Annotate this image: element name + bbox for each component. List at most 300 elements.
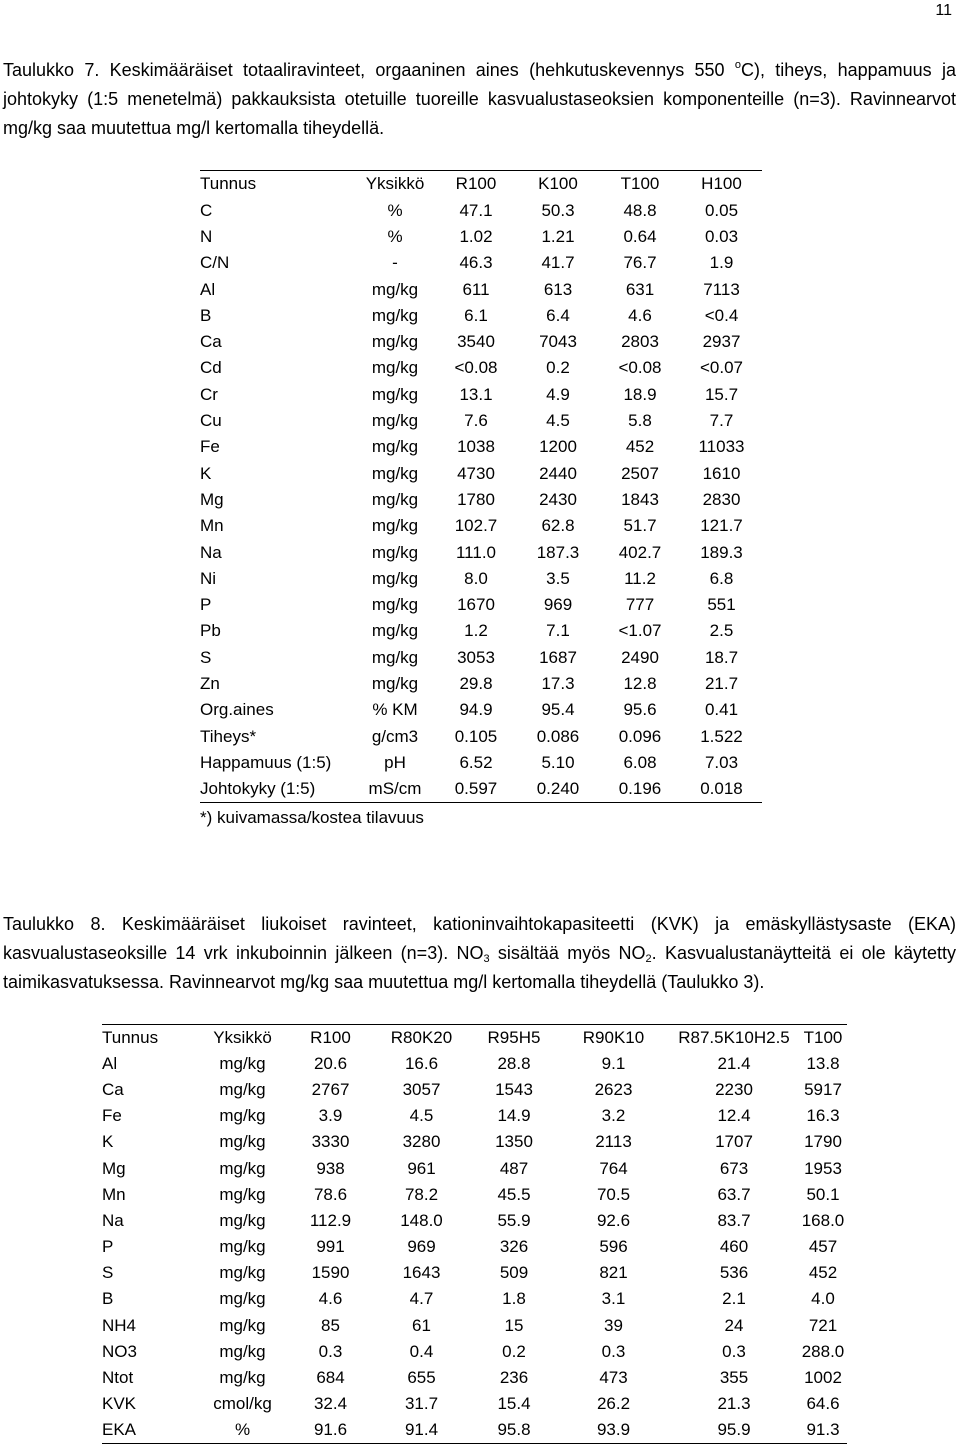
table-row	[200, 198, 762, 224]
value-cell: 0.64	[623, 226, 657, 246]
value-cell: 2430	[539, 489, 577, 509]
value-cell: 1780	[457, 489, 495, 509]
value-cell: 20.6	[313, 1053, 348, 1073]
value-cell: 7043	[539, 332, 577, 352]
unit-cell: mg/kg	[371, 411, 419, 431]
value-cell: 7.1	[546, 621, 570, 641]
value-cell: 28.8	[497, 1053, 531, 1073]
value-cell: 0.3	[601, 1341, 626, 1361]
row-label-cell: Ntot	[102, 1368, 134, 1388]
value-cell: 2623	[594, 1079, 633, 1099]
value-cell: 487	[499, 1158, 529, 1178]
value-cell: 1707	[715, 1132, 753, 1152]
value-cell: <1.07	[618, 621, 662, 641]
value-cell: 536	[719, 1263, 749, 1283]
value-cell: 991	[316, 1237, 345, 1257]
value-cell: 78.2	[404, 1184, 439, 1204]
value-cell: 189.3	[700, 542, 743, 562]
row-label-cell: K	[102, 1132, 114, 1152]
row-label-cell: Mn	[200, 516, 224, 536]
row-label-cell: Happamuus (1:5)	[200, 752, 332, 772]
column-header: R100	[310, 1027, 351, 1047]
unit-cell: mg/kg	[371, 621, 419, 641]
value-cell: 11.2	[624, 568, 656, 588]
unit-cell: g/cm3	[371, 726, 419, 746]
value-cell: 6.52	[459, 752, 493, 772]
table-row	[200, 750, 762, 776]
value-cell: 721	[808, 1315, 838, 1335]
unit-cell: mg/kg	[371, 358, 419, 378]
value-cell: 1002	[804, 1368, 842, 1388]
value-cell: 46.3	[459, 253, 493, 273]
value-cell: 2440	[539, 463, 577, 483]
value-cell: 8.0	[464, 568, 488, 588]
value-cell: 45.5	[497, 1184, 531, 1204]
value-cell: 1687	[539, 647, 577, 667]
table-row	[200, 408, 762, 434]
column-header: Yksikkö	[213, 1027, 272, 1047]
value-cell: 2113	[595, 1132, 632, 1152]
row-label-cell: Mg	[102, 1158, 126, 1178]
row-label-cell: Fe	[200, 437, 220, 457]
value-cell: <0.4	[704, 305, 739, 325]
table-row	[200, 566, 762, 592]
value-cell: 6.4	[546, 305, 570, 325]
value-cell: 21.7	[704, 673, 739, 693]
unit-cell: pH	[384, 752, 406, 772]
subscript: 2	[645, 953, 652, 965]
unit-cell: mS/cm	[368, 778, 422, 798]
value-cell: 18.7	[704, 647, 739, 667]
column-header: Yksikkö	[365, 174, 425, 194]
unit-cell: mg/kg	[219, 1289, 266, 1309]
value-cell: 236	[499, 1368, 529, 1388]
row-label-cell: Al	[102, 1053, 118, 1073]
value-cell: 3.5	[546, 568, 570, 588]
row-label-cell: S	[200, 647, 212, 667]
value-cell: 2507	[621, 463, 659, 483]
value-cell: 551	[707, 595, 736, 615]
value-cell: 0.41	[704, 700, 739, 720]
table-row	[200, 329, 762, 355]
row-label-cell: Al	[200, 279, 216, 299]
value-cell: 111.0	[455, 542, 497, 562]
value-cell: 0.240	[536, 778, 580, 798]
value-cell: 11033	[698, 437, 745, 457]
table-row	[200, 723, 762, 749]
unit-cell: mg/kg	[371, 673, 419, 693]
value-cell: 70.5	[596, 1184, 631, 1204]
value-cell: 94.9	[459, 700, 493, 720]
value-cell: 938	[316, 1158, 345, 1178]
column-header: R87.5K10H2.5	[678, 1027, 790, 1047]
unit-cell: % KM	[372, 700, 418, 720]
value-cell: 50.1	[806, 1184, 840, 1204]
value-cell: 969	[543, 595, 573, 615]
unit-cell: mg/kg	[219, 1132, 266, 1152]
column-header: Tunnus	[102, 1027, 159, 1047]
row-label-cell: C	[200, 200, 213, 220]
caption-text: C), tiheys, happamuus ja johtokyky (1:5 menetelmä) pakkauksista otetuille tuoreille kasvualustaseoksien komponenteille (n=3). Ravinnearvot mg/kg saa muutettua mg/l kertomalla tiheydellä.	[3, 60, 956, 138]
value-cell: 961	[407, 1158, 436, 1178]
value-cell: 457	[808, 1237, 838, 1257]
value-cell: 121.7	[700, 516, 743, 536]
value-cell: 355	[719, 1368, 749, 1388]
row-label-cell: Ca	[102, 1079, 124, 1099]
value-cell: 91.6	[313, 1420, 348, 1440]
column-header: R80K20	[390, 1027, 453, 1047]
table-row	[200, 382, 762, 408]
row-label-cell: P	[102, 1237, 114, 1257]
value-cell: 969	[407, 1237, 436, 1257]
table-8-caption	[3, 910, 956, 997]
table-row	[200, 460, 762, 486]
value-cell: <0.08	[618, 358, 662, 378]
unit-cell: mg/kg	[371, 516, 419, 536]
page-number: 11	[935, 2, 952, 19]
value-cell: 21.3	[717, 1394, 751, 1414]
column-header: R90K10	[582, 1027, 645, 1047]
value-cell: 1.02	[459, 226, 493, 246]
value-cell: 0.105	[454, 726, 498, 746]
value-cell: 4.6	[318, 1289, 343, 1309]
value-cell: 3280	[402, 1132, 441, 1152]
value-cell: 288.0	[801, 1341, 845, 1361]
value-cell: 1643	[402, 1263, 441, 1283]
value-cell: 21.4	[717, 1053, 751, 1073]
unit-cell: %	[234, 1420, 251, 1440]
row-label-cell: Ni	[200, 568, 217, 588]
unit-cell: mg/kg	[219, 1341, 266, 1361]
value-cell: 0.05	[704, 200, 739, 220]
value-cell: 5.10	[541, 752, 575, 772]
value-cell: 2.5	[709, 621, 734, 641]
value-cell: 777	[625, 595, 655, 615]
row-label-cell: C/N	[200, 253, 230, 273]
value-cell: 29.8	[459, 673, 493, 693]
value-cell: 2490	[621, 647, 659, 667]
value-cell: 452	[625, 437, 655, 457]
row-label-cell: Cu	[200, 411, 222, 431]
value-cell: 1.2	[464, 621, 488, 641]
table-row	[200, 592, 762, 618]
value-cell: 64.6	[806, 1394, 840, 1414]
degree-superscript: o	[734, 59, 741, 71]
value-cell: 5917	[804, 1079, 842, 1099]
table-header-row	[102, 1025, 847, 1051]
value-cell: 76.7	[623, 253, 657, 273]
value-cell: 4.5	[409, 1106, 434, 1126]
unit-cell: mg/kg	[371, 279, 419, 299]
table-8	[102, 1024, 847, 1444]
value-cell: 3053	[457, 647, 495, 667]
column-header: K100	[538, 174, 578, 194]
table-row	[102, 1155, 847, 1181]
value-cell: 24	[724, 1315, 744, 1335]
value-cell: 402.7	[618, 542, 662, 562]
table-row	[102, 1339, 847, 1365]
unit-cell: mg/kg	[219, 1368, 266, 1388]
value-cell: 12.4	[717, 1106, 751, 1126]
unit-cell: mg/kg	[371, 595, 419, 615]
subscript: 3	[483, 953, 490, 965]
table-header-row	[200, 171, 762, 198]
unit-cell: mg/kg	[371, 463, 419, 483]
caption-text: sisältää myös NO	[489, 943, 646, 963]
value-cell: 3.9	[318, 1106, 343, 1126]
value-cell: 6.1	[464, 305, 488, 325]
value-cell: 14.9	[497, 1106, 531, 1126]
row-label-cell: Fe	[102, 1106, 122, 1126]
unit-cell: mg/kg	[371, 384, 419, 404]
table-7	[200, 170, 762, 833]
value-cell: 41.7	[541, 253, 575, 273]
value-cell: 3.1	[601, 1289, 626, 1309]
value-cell: 4.9	[546, 384, 570, 404]
unit-cell: mg/kg	[219, 1079, 266, 1099]
row-label-cell: KVK	[102, 1394, 137, 1414]
value-cell: 2.1	[722, 1289, 746, 1309]
row-label-cell: Mn	[102, 1184, 126, 1204]
table-row	[200, 697, 762, 723]
row-label-cell: B	[200, 305, 212, 325]
unit-cell: %	[387, 226, 403, 246]
table-row	[102, 1182, 847, 1208]
value-cell: 12.8	[623, 673, 657, 693]
value-cell: 0.096	[618, 726, 662, 746]
unit-cell: mg/kg	[371, 568, 419, 588]
value-cell: 684	[316, 1368, 345, 1388]
value-cell: <0.08	[454, 358, 498, 378]
unit-cell: mg/kg	[219, 1237, 266, 1257]
value-cell: 95.8	[497, 1420, 531, 1440]
value-cell: 452	[808, 1263, 838, 1283]
value-cell: 3.2	[601, 1106, 626, 1126]
value-cell: 13.8	[806, 1053, 840, 1073]
value-cell: 4.5	[546, 411, 570, 431]
value-cell: 2767	[311, 1079, 350, 1099]
value-cell: 1610	[702, 463, 741, 483]
table-row	[200, 513, 762, 539]
table-row	[200, 224, 762, 250]
value-cell: 0.3	[722, 1341, 746, 1361]
row-label-cell: B	[102, 1289, 114, 1309]
table-row	[102, 1286, 847, 1312]
unit-cell: -	[392, 253, 398, 273]
table-row	[200, 776, 762, 802]
value-cell: 1670	[457, 595, 495, 615]
unit-cell: mg/kg	[371, 489, 419, 509]
row-label-cell: Johtokyky (1:5)	[200, 778, 316, 798]
value-cell: 62.8	[541, 516, 575, 536]
row-label-cell: K	[200, 463, 212, 483]
value-cell: 9.1	[601, 1053, 626, 1073]
table-row	[102, 1417, 847, 1443]
value-cell: 1350	[495, 1132, 533, 1152]
value-cell: 631	[625, 279, 655, 299]
value-cell: 2803	[621, 332, 659, 352]
value-cell: 673	[719, 1158, 749, 1178]
table-row	[102, 1129, 847, 1155]
value-cell: 611	[462, 279, 490, 299]
value-cell: 2937	[702, 332, 741, 352]
value-cell: 2230	[715, 1079, 753, 1099]
value-cell: 83.7	[717, 1210, 751, 1230]
value-cell: 460	[719, 1237, 749, 1257]
value-cell: 5.8	[628, 411, 652, 431]
value-cell: 2830	[702, 489, 741, 509]
value-cell: 48.8	[623, 200, 657, 220]
column-header: T100	[803, 1027, 843, 1047]
value-cell: 91.3	[806, 1420, 840, 1440]
value-cell: 3057	[402, 1079, 441, 1099]
value-cell: 0.086	[536, 726, 580, 746]
value-cell: 7.7	[709, 411, 734, 431]
value-cell: 47.1	[459, 200, 493, 220]
table-row	[102, 1365, 847, 1391]
row-label-cell: P	[200, 595, 212, 615]
unit-cell: mg/kg	[219, 1158, 266, 1178]
table-footnote-row	[200, 802, 762, 833]
table-row	[200, 539, 762, 565]
value-cell: 3540	[457, 332, 495, 352]
value-cell: 326	[499, 1237, 529, 1257]
value-cell: 187.3	[536, 542, 580, 562]
unit-cell: cmol/kg	[213, 1394, 272, 1414]
table-row	[102, 1313, 847, 1339]
value-cell: 0.196	[618, 778, 662, 798]
row-label-cell: Pb	[200, 621, 221, 641]
caption-text: . Kasvualustanäytteitä ei ole käytetty taimikasvatuksessa. Ravinnearvot mg/kg saa muutettua mg/l kertomalla tiheydellä (Taulukko 3).	[3, 943, 956, 992]
value-cell: 0.2	[502, 1341, 526, 1361]
row-label-cell: Cd	[200, 358, 222, 378]
unit-cell: mg/kg	[219, 1106, 266, 1126]
value-cell: 39	[604, 1315, 623, 1335]
column-header: R95H5	[487, 1027, 541, 1047]
value-cell: 596	[599, 1237, 628, 1257]
value-cell: 1843	[621, 489, 659, 509]
value-cell: 168.0	[801, 1210, 845, 1230]
value-cell: 15	[504, 1315, 524, 1335]
unit-cell: mg/kg	[219, 1315, 266, 1335]
value-cell: 1953	[804, 1158, 842, 1178]
value-cell: 1.21	[541, 226, 575, 246]
table-row	[102, 1260, 847, 1286]
table-7-caption	[3, 56, 956, 143]
caption-text: Taulukko 7. Keskimääräiset totaaliravinteet, orgaaninen aines (hehkutuskevennys 550	[3, 60, 735, 80]
value-cell: <0.07	[699, 358, 743, 378]
value-cell: 4.6	[628, 305, 652, 325]
value-cell: 7113	[703, 279, 740, 299]
table-row	[200, 645, 762, 671]
column-header: Tunnus	[200, 174, 257, 194]
table-row	[102, 1077, 847, 1103]
value-cell: 1790	[804, 1132, 842, 1152]
table-row	[200, 355, 762, 381]
value-cell: 0.018	[700, 778, 743, 798]
caption-text: Taulukko 8. Keskimääräiset liukoiset ravinteet, kationinvaihtokapasiteetti (KVK) ja emäskyllästysaste (EKA) kasvualustaseoksille 14 vrk inkuboinnin jälkeen (n=3). NO	[3, 914, 956, 963]
value-cell: 15.4	[497, 1394, 531, 1414]
table-row	[102, 1391, 847, 1417]
value-cell: 613	[543, 279, 573, 299]
value-cell: 61	[412, 1315, 431, 1335]
value-cell: 112.9	[309, 1210, 352, 1230]
value-cell: 509	[499, 1263, 529, 1283]
value-cell: 63.7	[717, 1184, 751, 1204]
value-cell: 31.7	[404, 1394, 439, 1414]
row-label-cell: Mg	[200, 489, 224, 509]
value-cell: 4.7	[409, 1289, 434, 1309]
unit-cell: mg/kg	[371, 437, 419, 457]
row-label-cell: Ca	[200, 332, 222, 352]
value-cell: 26.2	[596, 1394, 631, 1414]
column-header: R100	[455, 174, 497, 194]
row-label-cell: Tiheys*	[200, 726, 257, 746]
value-cell: 102.7	[454, 516, 498, 536]
value-cell: 1.8	[502, 1289, 526, 1309]
unit-cell: mg/kg	[219, 1184, 266, 1204]
value-cell: 1590	[311, 1263, 350, 1283]
table-row	[102, 1234, 847, 1260]
table-row	[200, 303, 762, 329]
value-cell: 473	[599, 1368, 628, 1388]
value-cell: 85	[321, 1315, 340, 1335]
value-cell: 0.2	[546, 358, 570, 378]
unit-cell: mg/kg	[371, 542, 419, 562]
row-label-cell: Na	[200, 542, 222, 562]
value-cell: 17.3	[541, 673, 575, 693]
table-row	[200, 276, 762, 302]
row-label-cell: EKA	[102, 1420, 137, 1440]
table-row	[200, 434, 762, 460]
value-cell: 13.1	[459, 384, 493, 404]
value-cell: 16.6	[404, 1053, 439, 1073]
row-label-cell: Na	[102, 1210, 124, 1230]
value-cell: 78.6	[313, 1184, 348, 1204]
column-header: T100	[620, 174, 660, 194]
value-cell: 1038	[457, 437, 495, 457]
table-row	[102, 1103, 847, 1129]
value-cell: 50.3	[541, 200, 575, 220]
table-row	[200, 671, 762, 697]
value-cell: 6.8	[709, 568, 734, 588]
value-cell: 15.7	[704, 384, 739, 404]
unit-cell: mg/kg	[371, 332, 419, 352]
value-cell: 1543	[495, 1079, 533, 1099]
value-cell: 32.4	[313, 1394, 348, 1414]
value-cell: 18.9	[623, 384, 657, 404]
unit-cell: mg/kg	[371, 305, 419, 325]
value-cell: 55.9	[497, 1210, 531, 1230]
value-cell: 1.522	[700, 726, 743, 746]
row-label-cell: S	[102, 1263, 114, 1283]
row-label-cell: NH4	[102, 1315, 137, 1335]
value-cell: 764	[599, 1158, 628, 1178]
table-row	[200, 618, 762, 644]
value-cell: 1.9	[709, 253, 734, 273]
value-cell: 7.6	[464, 411, 488, 431]
table-row	[102, 1208, 847, 1234]
row-label-cell: N	[200, 226, 213, 246]
value-cell: 16.3	[806, 1106, 840, 1126]
value-cell: 91.4	[404, 1420, 439, 1440]
value-cell: 92.6	[596, 1210, 631, 1230]
unit-cell: mg/kg	[371, 647, 419, 667]
value-cell: 0.03	[704, 226, 739, 246]
value-cell: 6.08	[623, 752, 657, 772]
table-footnote: *) kuivamassa/kostea tilavuus	[200, 807, 424, 827]
value-cell: 7.03	[704, 752, 739, 772]
